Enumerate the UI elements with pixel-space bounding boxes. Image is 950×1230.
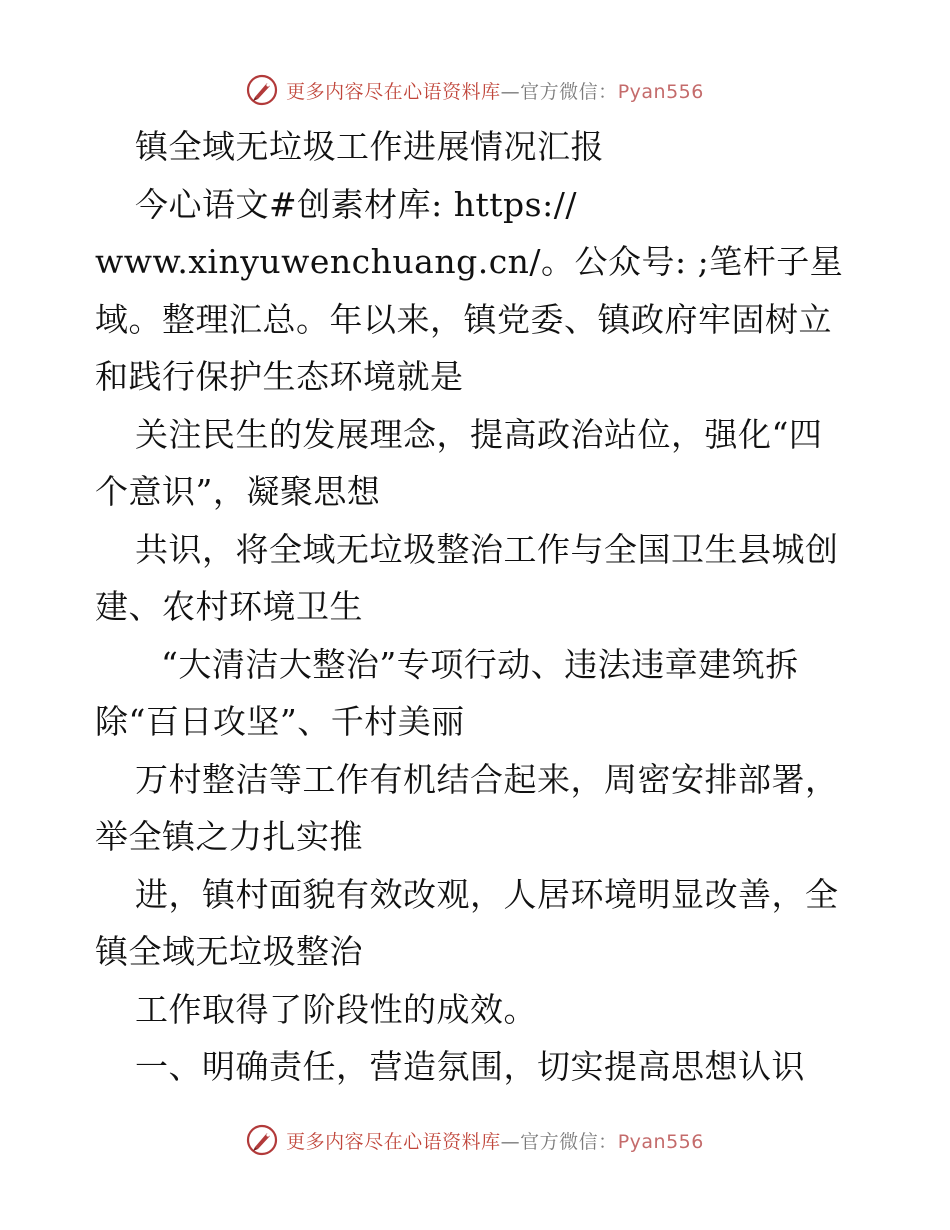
- quill-pen-logo-icon: [246, 74, 278, 106]
- paragraph-line: 除“百日攻坚”、千村美丽: [95, 702, 465, 741]
- paragraph-line: 进，镇村面貌有效改观，人居环境明显改善，全: [135, 874, 839, 914]
- watermark-brand: 更多内容尽在心语资料库: [286, 1130, 501, 1153]
- paragraph-line: 共识，将全域无垃圾整治工作与全国卫生县城创: [135, 529, 839, 569]
- watermark-dash: —: [500, 1130, 521, 1153]
- watermark-text: [286, 1127, 704, 1154]
- paragraph-line: 万村整洁等工作有机结合起来，周密安排部署，: [135, 759, 839, 799]
- watermark-brand: 更多内容尽在心语资料库: [286, 80, 501, 103]
- watermark-wechat-id: Pyan556: [617, 80, 704, 103]
- paragraph-line: www.xinyuwenchuang.cn/。公众号: ;笔杆子星: [95, 242, 844, 281]
- quill-pen-logo-icon: [246, 1124, 278, 1156]
- document-body: [95, 118, 860, 1096]
- paragraph-line: 个意识”，凝聚思想: [95, 472, 381, 511]
- paragraph-line: 工作取得了阶段性的成效。: [135, 989, 537, 1029]
- footer-watermark: [0, 1120, 950, 1160]
- paragraph-line: 关注民生的发展理念，提高政治站位，强化“四: [135, 414, 823, 454]
- paragraph-line: 今心语文#创素材库: https://: [135, 184, 577, 224]
- paragraph-line: 建、农村环境卫生: [95, 587, 363, 626]
- watermark-wechat-id: Pyan556: [617, 1130, 704, 1153]
- watermark-text: [286, 77, 704, 104]
- paragraph-line: 域。整理汇总。年以来，镇党委、镇政府牢固树立: [95, 299, 832, 339]
- paragraph-line: 一、明确责任，营造氛围，切实提高思想认识: [135, 1047, 805, 1086]
- paragraph-line: 和践行保护生态环境就是: [95, 357, 464, 396]
- paragraph-line: “大清洁大整治”专项行动、违法违章建筑拆: [161, 644, 799, 684]
- paragraph-line: 举全镇之力扎实推: [95, 817, 363, 856]
- paragraph-line: 镇全域无垃圾整治: [95, 932, 363, 971]
- header-watermark: [0, 70, 950, 110]
- watermark-official-label: 官方微信：: [520, 1130, 618, 1153]
- watermark-official-label: 官方微信：: [520, 80, 618, 103]
- watermark-dash: —: [500, 80, 521, 103]
- document-title: 镇全域无垃圾工作进展情况汇报: [135, 127, 604, 166]
